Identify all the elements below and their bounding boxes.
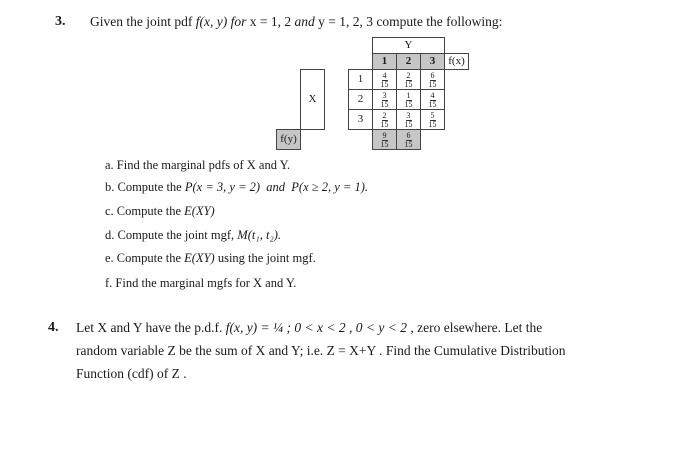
intro-text-b: compute the following: <box>376 14 503 29</box>
intro-for: for <box>230 14 247 29</box>
subquestion-e <box>105 251 316 266</box>
table-cell <box>277 70 301 90</box>
subquestion-b <box>105 180 368 195</box>
table-cell <box>445 110 469 130</box>
y-value-cell: 1 <box>373 54 397 70</box>
intro-x: x = 1, 2 <box>249 14 292 29</box>
subquestion-f: f. Find the marginal mgfs for X and Y. <box>105 276 297 290</box>
x-value-cell: 1 <box>349 70 373 90</box>
table-cell <box>325 54 349 70</box>
y-value-cell: 2 <box>397 54 421 70</box>
subquestion-b-text: b. Compute the <box>105 180 182 194</box>
table-cell <box>277 54 301 70</box>
y-value-cell: 3 <box>421 54 445 70</box>
prob-cell: $\frac{4}{15}$ <box>373 70 397 90</box>
table-cell <box>445 90 469 110</box>
x-value-cell: 2 <box>349 90 373 110</box>
subquestion-b-prob2: P(x ≥ 2, y = 1). <box>291 180 369 194</box>
table-cell <box>277 110 301 130</box>
subquestion-c-text: c. Compute the <box>105 204 182 218</box>
prob-cell: $\frac{2}{15}$ <box>373 110 397 130</box>
question-3-number: 3. <box>55 14 66 29</box>
prob-cell: $\frac{3}{15}$ <box>397 110 421 130</box>
fx-header: f(x) <box>445 54 469 70</box>
question-4-line-1 <box>76 320 542 336</box>
intro-and: and <box>294 14 315 29</box>
table-cell <box>421 130 445 150</box>
table-cell <box>325 130 349 150</box>
subquestion-b-and: and <box>266 180 286 194</box>
subquestion-d-expr: M(t₁, t₂). <box>237 228 282 242</box>
x-value-cell: 3 <box>349 110 373 130</box>
subquestion-d-text: d. Compute the joint mgf, <box>105 228 235 242</box>
table-cell <box>325 90 349 110</box>
intro-y: y = 1, 2, 3 <box>318 14 373 29</box>
subquestion-b-prob1: P(x = 3, y = 2) <box>184 180 261 194</box>
fy-cell: $\frac{6}{15}$ <box>397 130 421 150</box>
table-cell <box>445 130 469 150</box>
prob-cell: $\frac{1}{15}$ <box>397 90 421 110</box>
prob-cell: $\frac{2}{15}$ <box>397 70 421 90</box>
table-row <box>277 70 469 90</box>
question-4-number: 4. <box>48 320 59 335</box>
table-row <box>277 54 469 70</box>
table-cell <box>301 130 325 150</box>
subquestion-e-expr: E(XY) <box>184 251 215 265</box>
table-cell <box>301 54 325 70</box>
subquestion-c <box>105 204 215 219</box>
table-cell <box>277 38 301 54</box>
table-cell <box>349 54 373 70</box>
table-cell <box>349 38 373 54</box>
q4-line1-text-a: Let X and Y have the p.d.f. <box>76 320 223 335</box>
y-header: Y <box>373 38 445 54</box>
fy-header: f(y) <box>277 130 301 150</box>
fx-cell: $\frac{5}{15}$ <box>421 110 445 130</box>
subquestion-c-expr: E(XY) <box>184 204 215 218</box>
table-row <box>277 130 469 150</box>
table-cell <box>277 90 301 110</box>
table-cell <box>445 70 469 90</box>
prob-cell: $\frac{3}{15}$ <box>373 90 397 110</box>
table-cell <box>325 70 349 90</box>
intro-text-a: Given the joint pdf <box>90 14 193 29</box>
intro-fxy: f(x, y) <box>195 14 228 29</box>
table-cell <box>325 110 349 130</box>
joint-pdf-table <box>276 37 469 150</box>
table-cell <box>325 38 349 54</box>
fx-cell: $\frac{6}{15}$ <box>421 70 445 90</box>
subquestion-e-text: e. Compute the <box>105 251 182 265</box>
subquestion-a: a. Find the marginal pdfs of X and Y. <box>105 158 291 172</box>
table-cell <box>445 38 469 54</box>
fx-cell: $\frac{4}{15}$ <box>421 90 445 110</box>
q4-pdf-expr: f(x, y) = ¼ ; 0 < x < 2 , 0 < y < 2 , <box>225 320 414 335</box>
question-3-intro <box>90 14 502 30</box>
table-row <box>277 38 469 54</box>
table-cell <box>349 130 373 150</box>
q4-line2-text-b: Find the Cumulative Distribution <box>385 343 566 358</box>
subquestion-e-text-2: using the joint mgf. <box>217 251 316 265</box>
table-cell <box>301 38 325 54</box>
fy-cell: $\frac{9}{15}$ <box>373 130 397 150</box>
x-header: X <box>301 70 325 130</box>
subquestion-d <box>105 228 281 243</box>
q4-line2-text-a: random variable Z be the sum of X and Y; i.e. <box>76 343 324 358</box>
q4-line1-text-b: zero elsewhere. Let the <box>417 320 543 335</box>
question-4-line-3: Function (cdf) of Z . <box>76 366 187 381</box>
q4-z-expr: Z = X+Y . <box>326 343 383 358</box>
question-4-line-2 <box>76 343 566 359</box>
